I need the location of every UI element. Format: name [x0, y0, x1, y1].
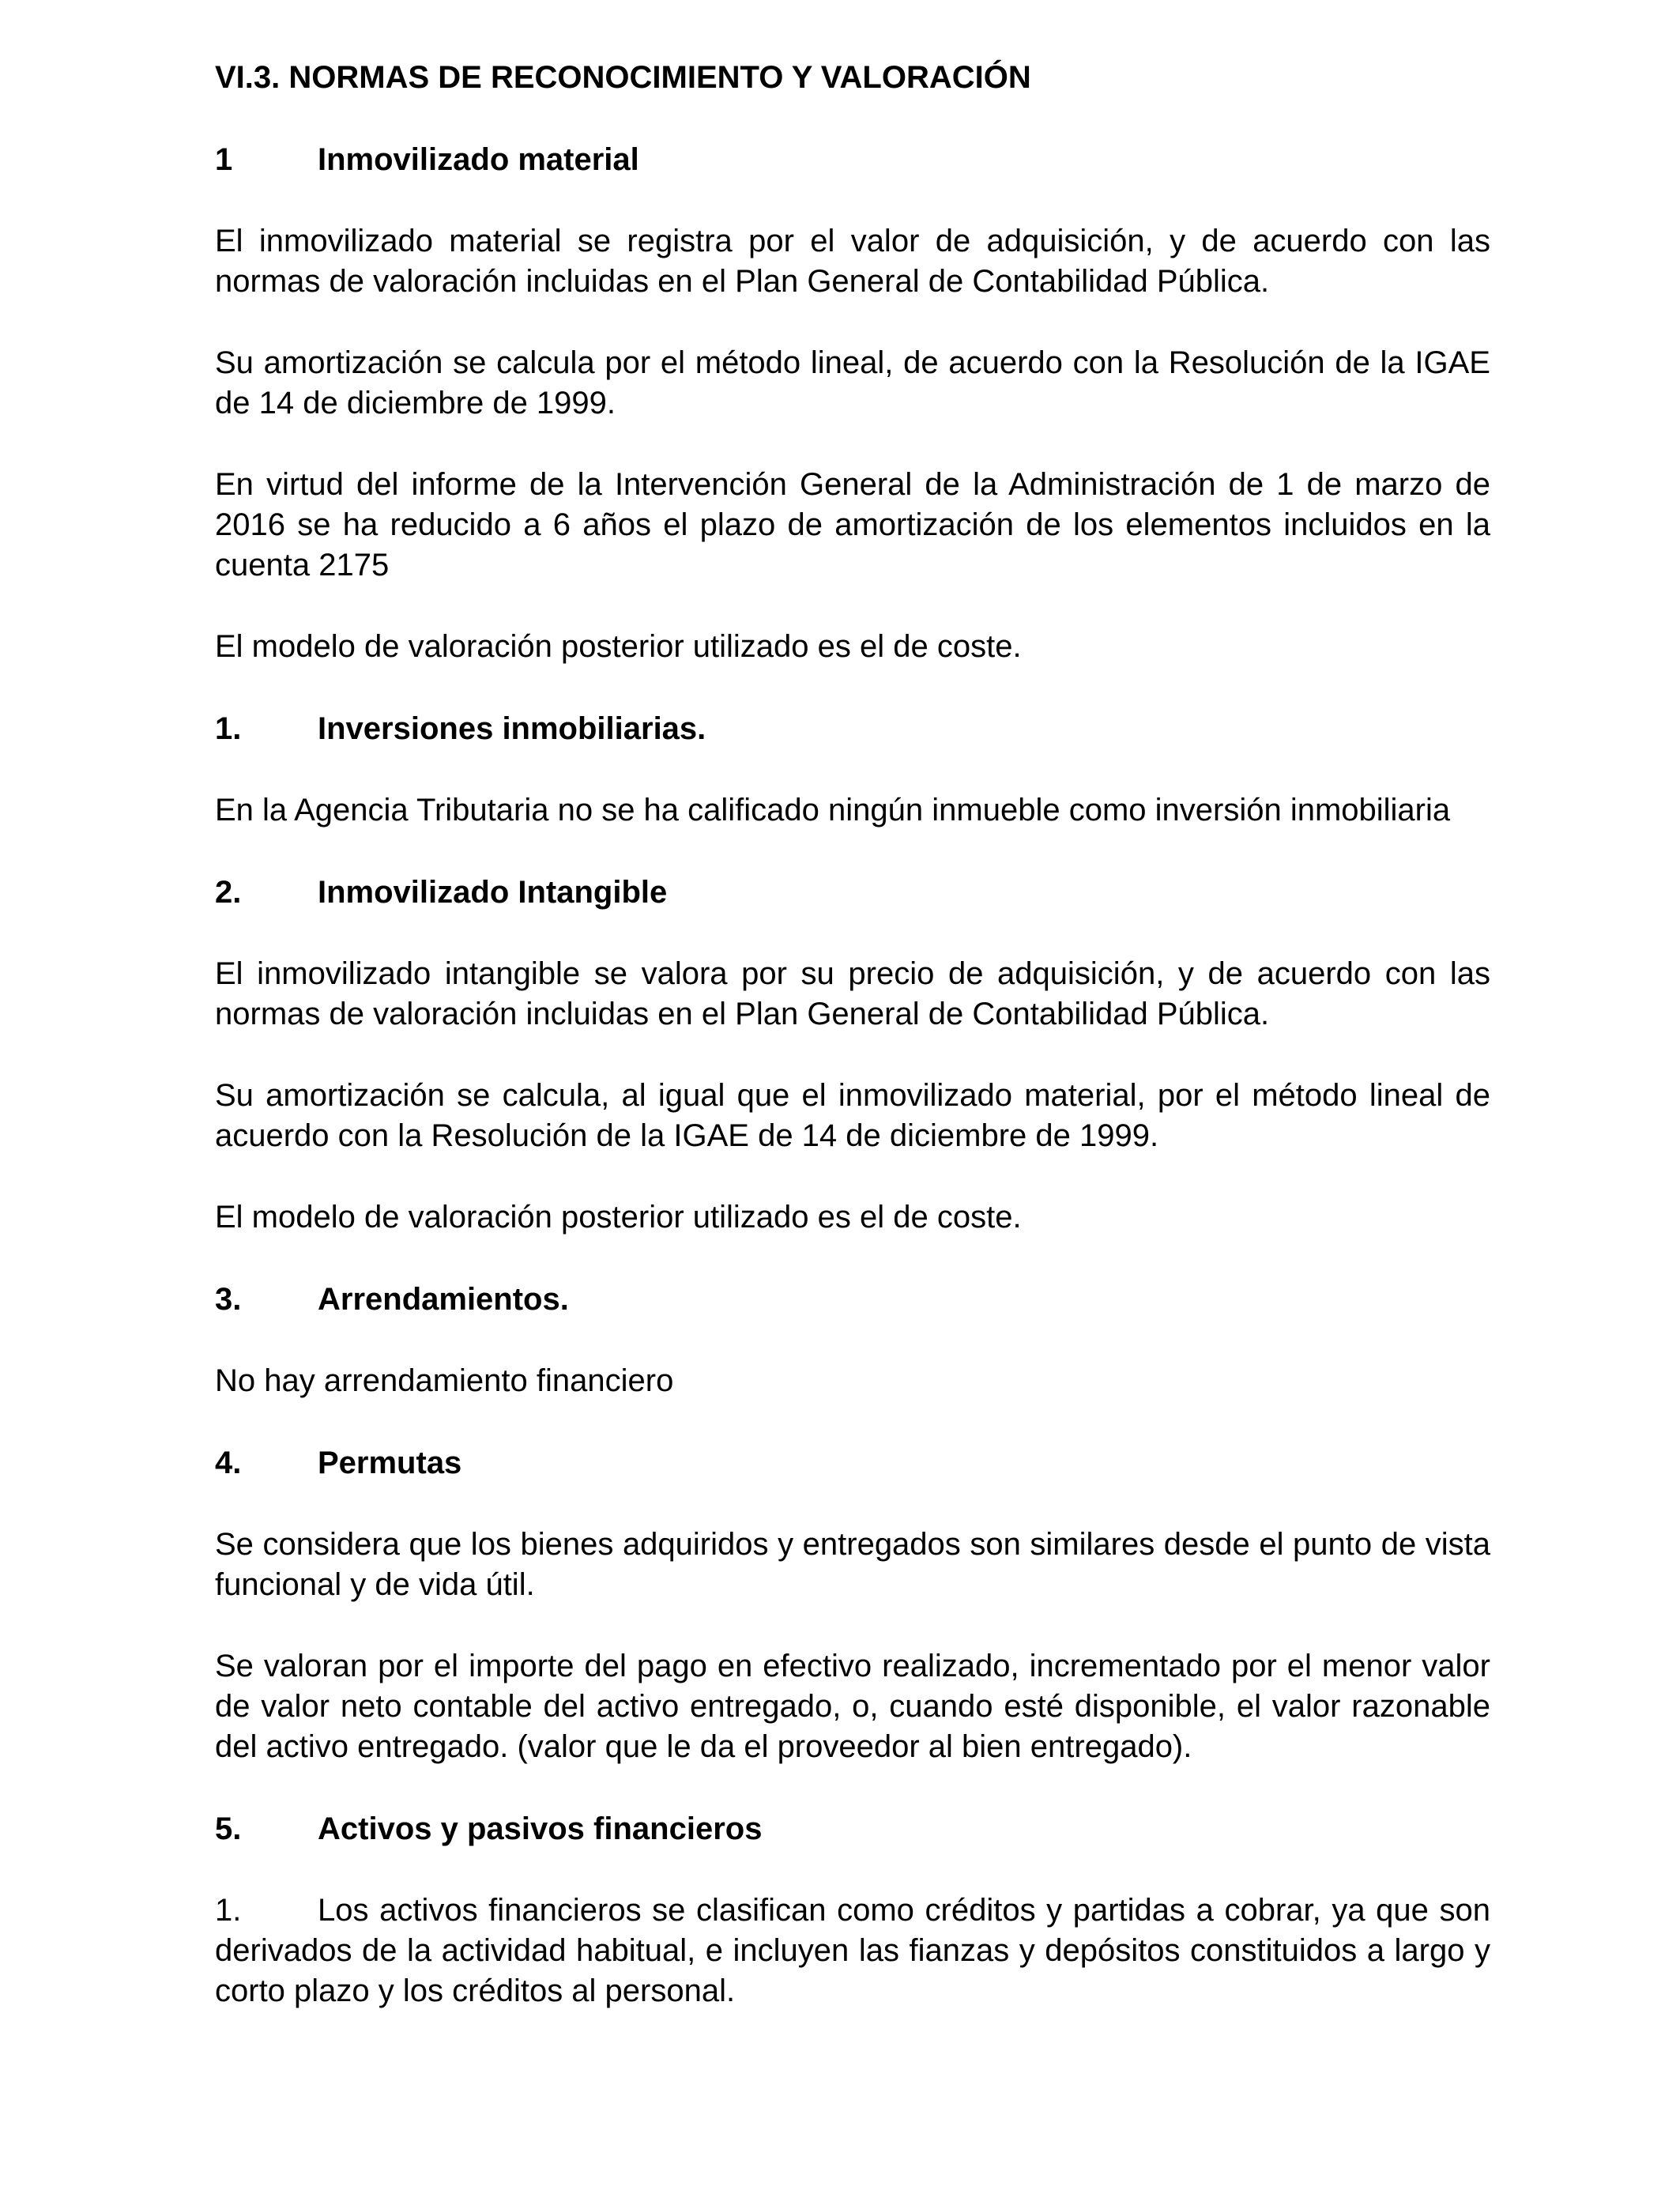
section-number: 2.: [215, 875, 242, 910]
numbered-paragraph: [215, 1891, 1490, 2011]
section-number: 1: [215, 142, 233, 177]
section-number: 5.: [215, 1811, 242, 1846]
section-title: Permutas: [318, 1446, 462, 1480]
section-heading-inversiones-inmobiliarias: [215, 708, 1490, 749]
section-title: Arrendamientos.: [318, 1282, 569, 1317]
paragraph: El modelo de valoración posterior utilizado es el de coste.: [215, 629, 1022, 664]
item-text: Los activos financieros se clasifican como créditos y partidas a cobrar, ya que son derivados de la actividad habitual, e incluyen las fianzas y depósitos constituidos a largo y corto plazo y los créditos al personal.: [215, 1893, 1490, 2008]
section-title: Inmovilizado Intangible: [318, 875, 668, 910]
paragraph: Su amortización se calcula por el método lineal, de acuerdo con la Resolución de la IGAE de 14 de diciembre de 1999.: [215, 345, 1490, 420]
section-number: 4.: [215, 1446, 242, 1480]
section-heading-activos-pasivos-financieros: [215, 1808, 1490, 1849]
item-number: 1.: [215, 1893, 242, 1928]
paragraph: El inmovilizado intangible se valora por su precio de adquisición, y de acuerdo con las normas de valoración incluidas en el Plan General de Contabilidad Pública.: [215, 956, 1490, 1031]
paragraph: Se considera que los bienes adquiridos y entregados son similares desde el punto de vista funcional y de vida útil.: [215, 1527, 1490, 1602]
section-heading-arrendamientos: [215, 1279, 1490, 1320]
section-number: 3.: [215, 1282, 242, 1317]
section-title: Inversiones inmobiliarias.: [318, 711, 706, 746]
document-title: VI.3. NORMAS DE RECONOCIMIENTO Y VALORACIÓN: [215, 60, 1031, 95]
paragraph: El inmovilizado material se registra por el valor de adquisición, y de acuerdo con las normas de valoración incluidas en el Plan General de Contabilidad Pública.: [215, 224, 1490, 299]
section-number: 1.: [215, 711, 242, 746]
paragraph: En virtud del informe de la Intervención General de la Administración de 1 de marzo de 2016 se ha reducido a 6 años el plazo de amortización de los elementos incluidos en la cuenta 2175: [215, 467, 1490, 582]
paragraph: No hay arrendamiento financiero: [215, 1363, 674, 1398]
document-page: [215, 57, 1490, 2011]
paragraph: Su amortización se calcula, al igual que el inmovilizado material, por el método lineal de acuerdo con la Resolución de la IGAE de 14 de diciembre de 1999.: [215, 1078, 1490, 1153]
paragraph: Se valoran por el importe del pago en efectivo realizado, incrementado por el menor valor de valor neto contable del activo entregado, o, cuando esté disponible, el valor razonable del activo entregado. (valor que le da el proveedor al bien entregado).: [215, 1649, 1490, 1764]
paragraph: El modelo de valoración posterior utilizado es el de coste.: [215, 1200, 1022, 1235]
section-heading-inmovilizado-intangible: [215, 872, 1490, 913]
section-title: Activos y pasivos financieros: [318, 1811, 763, 1846]
section-title: Inmovilizado material: [318, 142, 639, 177]
section-heading-permutas: [215, 1442, 1490, 1483]
paragraph: En la Agencia Tributaria no se ha calificado ningún inmueble como inversión inmobiliaria: [215, 793, 1451, 827]
section-heading-inmovilizado-material: [215, 139, 1490, 180]
